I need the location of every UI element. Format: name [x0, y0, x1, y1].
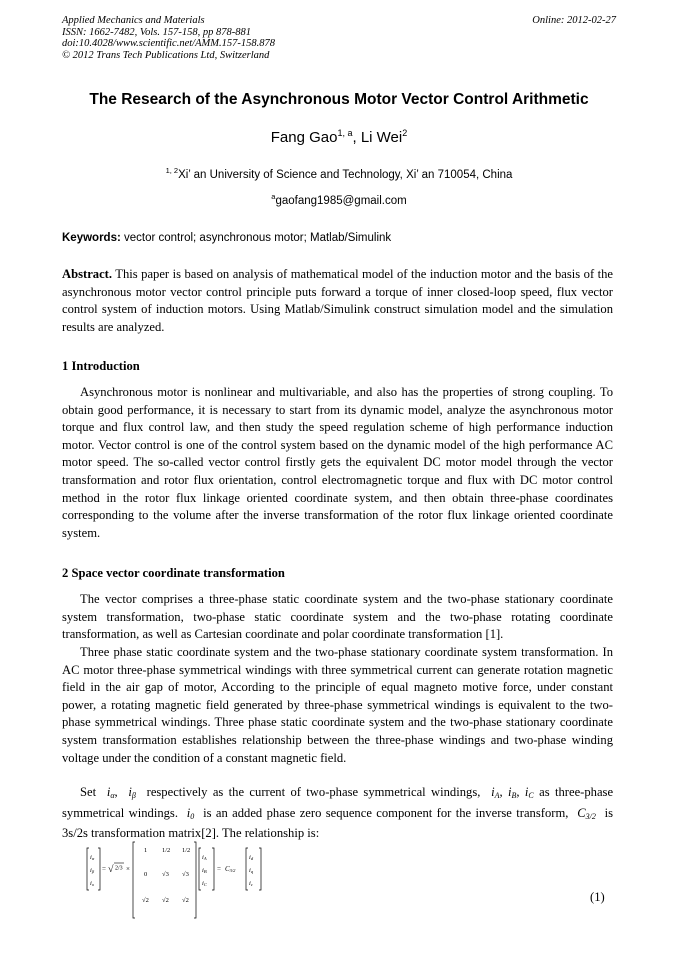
eq-times: ×: [126, 865, 130, 873]
affiliation-marker-1: 1,: [165, 166, 174, 175]
bracket-matrix-close: [194, 842, 196, 918]
eq-c32: C3/2: [225, 865, 236, 873]
affiliation-text: Xi’ an University of Science and Technology, Xi’ an 710054, China: [178, 168, 513, 181]
bracket-matrix-open: [133, 842, 135, 918]
affiliation-marker-2: 2: [173, 166, 179, 175]
section-1-heading: 1 Introduction: [62, 359, 140, 373]
equation-number: (1): [590, 890, 605, 904]
eq-i-A: iA: [202, 854, 207, 861]
section-2-paragraph-3: Set $i_\alpha$, $i_\beta$ respectively as the current of two-phase symmetrical windings, $i_A$, $i_B$, $i_C$ as three-phase symmetrical windings. $i_0$ is an added phase zero sequence component for the inverse transform, $C_{3/2}$ is 3s/2s transformation matrix[2]. The relationship is:: [62, 785, 614, 841]
keywords: [62, 232, 616, 244]
bracket-left-vector-close: [98, 848, 100, 890]
eq-equals-1: =: [102, 865, 106, 873]
eq-i-o: io: [90, 880, 95, 887]
i-zero-symbol: $i_0$: [186, 805, 195, 821]
p3-text-c: as three-phase symmetrical windings.: [62, 785, 614, 820]
eq-i-d: id: [249, 854, 254, 861]
c32-symbol: $C_{3/2}$: [577, 805, 596, 821]
m22: √3: [162, 871, 169, 878]
abstract: [62, 266, 613, 336]
issn-line: ISSN: 1662-7482, Vols. 157-158, pp 878-881: [62, 26, 251, 38]
p3-text-d: is an added phase zero sequence component for the inverse transform,: [203, 805, 569, 820]
p3-text-b: respectively as the current of two-phase symmetrical windings,: [146, 785, 481, 799]
authors: [62, 128, 616, 146]
m31: √2: [142, 897, 149, 904]
section-2-heading: 2 Space vector coordinate transformation: [62, 566, 285, 580]
author-2: Li Wei: [360, 129, 403, 146]
email: [62, 192, 616, 207]
eq-i-q: iq: [249, 867, 254, 874]
author-1: Fang Gao: [270, 129, 338, 146]
keywords-label: Keywords:: [62, 232, 121, 244]
m13: 1/2: [182, 847, 191, 854]
bracket-left-vector-open: [87, 848, 89, 890]
m32: √2: [162, 897, 169, 904]
doi-line: doi:10.4028/www.scientific.net/AMM.157-158.878: [62, 38, 275, 49]
i-beta-symbol: $i_\beta$: [128, 785, 136, 800]
author-1-affiliation: 1, a: [337, 128, 353, 138]
eq-equals-2: =: [217, 865, 221, 873]
section-2-paragraph-1: The vector comprises a three-phase static coordinate system and the two-phase stationary coordinate system transformation, two-phase static coordinate system and the two-phase rotating coordinate transformation, as well as Cartesian coordinate and polar coordinate transformation [1].: [62, 592, 613, 642]
copyright-line: © 2012 Trans Tech Publications Ltd, Switzerland: [62, 49, 270, 61]
p3-text-a: Set: [80, 785, 97, 799]
m11: 1: [144, 847, 148, 854]
eq-i-c: ic: [249, 880, 253, 887]
eq-frac-two-thirds: 2/3: [115, 865, 123, 872]
affiliation: [62, 166, 616, 181]
paper-title: The Research of the Asynchronous Motor Vector Control Arithmetic: [89, 91, 589, 108]
abstract-text: This paper is based on analysis of mathematical model of the induction motor and the basis of the asynchronous motor vector control principle puts forward a torque of inner closed-loop speed, flux vector control system of induction motors. Using Matlab/Simulink construct simulation model and the simulation results are analyzed.: [62, 267, 614, 334]
m21: 0: [144, 871, 148, 878]
m33: √2: [182, 897, 189, 904]
eq-i-C: iC: [202, 880, 207, 887]
i-B-symbol: $i_B$: [508, 785, 517, 800]
p3-text-e: is 3s/2s transformation matrix[2]. The relationship is:: [62, 805, 614, 841]
email-address[interactable]: gaofang1985@gmail.com: [275, 194, 407, 207]
journal-header: [62, 15, 616, 61]
eq-i-B: iB: [202, 867, 207, 874]
m12: 1/2: [162, 847, 171, 854]
eq-sqrt: √: [108, 864, 114, 875]
abstract-label: Abstract.: [62, 267, 113, 281]
m23: √3: [182, 871, 189, 878]
intro-paragraph: Asynchronous motor is nonlinear and multivariable, and also has the properties of strong coupling. To obtain good performance, it is necessary to start from its dynamic model, analyze the asynchronous motor torque and flux control law, and then study the speed regulation scheme of high performance induction motor. Vector control is one of the control system based on the dynamic model of the high performance AC motor speed. The so-called vector control firstly gets the equivalent DC motor model through the vector transformation and rotor flux orientation, control electromagnetic torque and flux with DC motor control method in the rotor flux linkage oriented coordinate system, and then obtain three-phase coordinates corresponding to the volume after the inverse transformation of the rotor flux linkage oriented coordinate system.: [62, 385, 613, 540]
email-marker: a: [271, 192, 276, 201]
i-alpha-symbol: $i_\alpha$: [106, 785, 115, 800]
section-2-paragraph-2: Three phase static coordinate system and the two-phase stationary coordinate system transformation. In AC motor three-phase symmetrical windings with three symmetrical current can generate rotation magnetic field in the air gap of motor, According to the principle of equal magneto motive force, under constant power, a rotating magnetic field generated by three-phase symmetrical windings is equivalent to the two-phase symmetrical windings. Three phase static coordinate system and the two-phase stationary coordinate system transformation establishes relationship between the three-phase windings and two-phase winding voltage under the condition of a constant magnetic field.: [62, 645, 613, 765]
keywords-text: vector control; asynchronous motor; Matlab/Simulink: [124, 232, 392, 244]
eq-i-beta: iβ: [90, 867, 95, 874]
eq-i-alpha: iα: [90, 854, 95, 861]
i-A-symbol: $i_A$: [491, 785, 500, 800]
journal-name: Applied Mechanics and Materials: [62, 15, 205, 26]
author-separator: ,: [352, 129, 361, 146]
i-C-symbol: $i_C$: [524, 785, 534, 800]
author-2-affiliation: 2: [402, 128, 408, 138]
online-date: Online: 2012-02-27: [532, 15, 616, 26]
equation-1: [86, 840, 286, 920]
